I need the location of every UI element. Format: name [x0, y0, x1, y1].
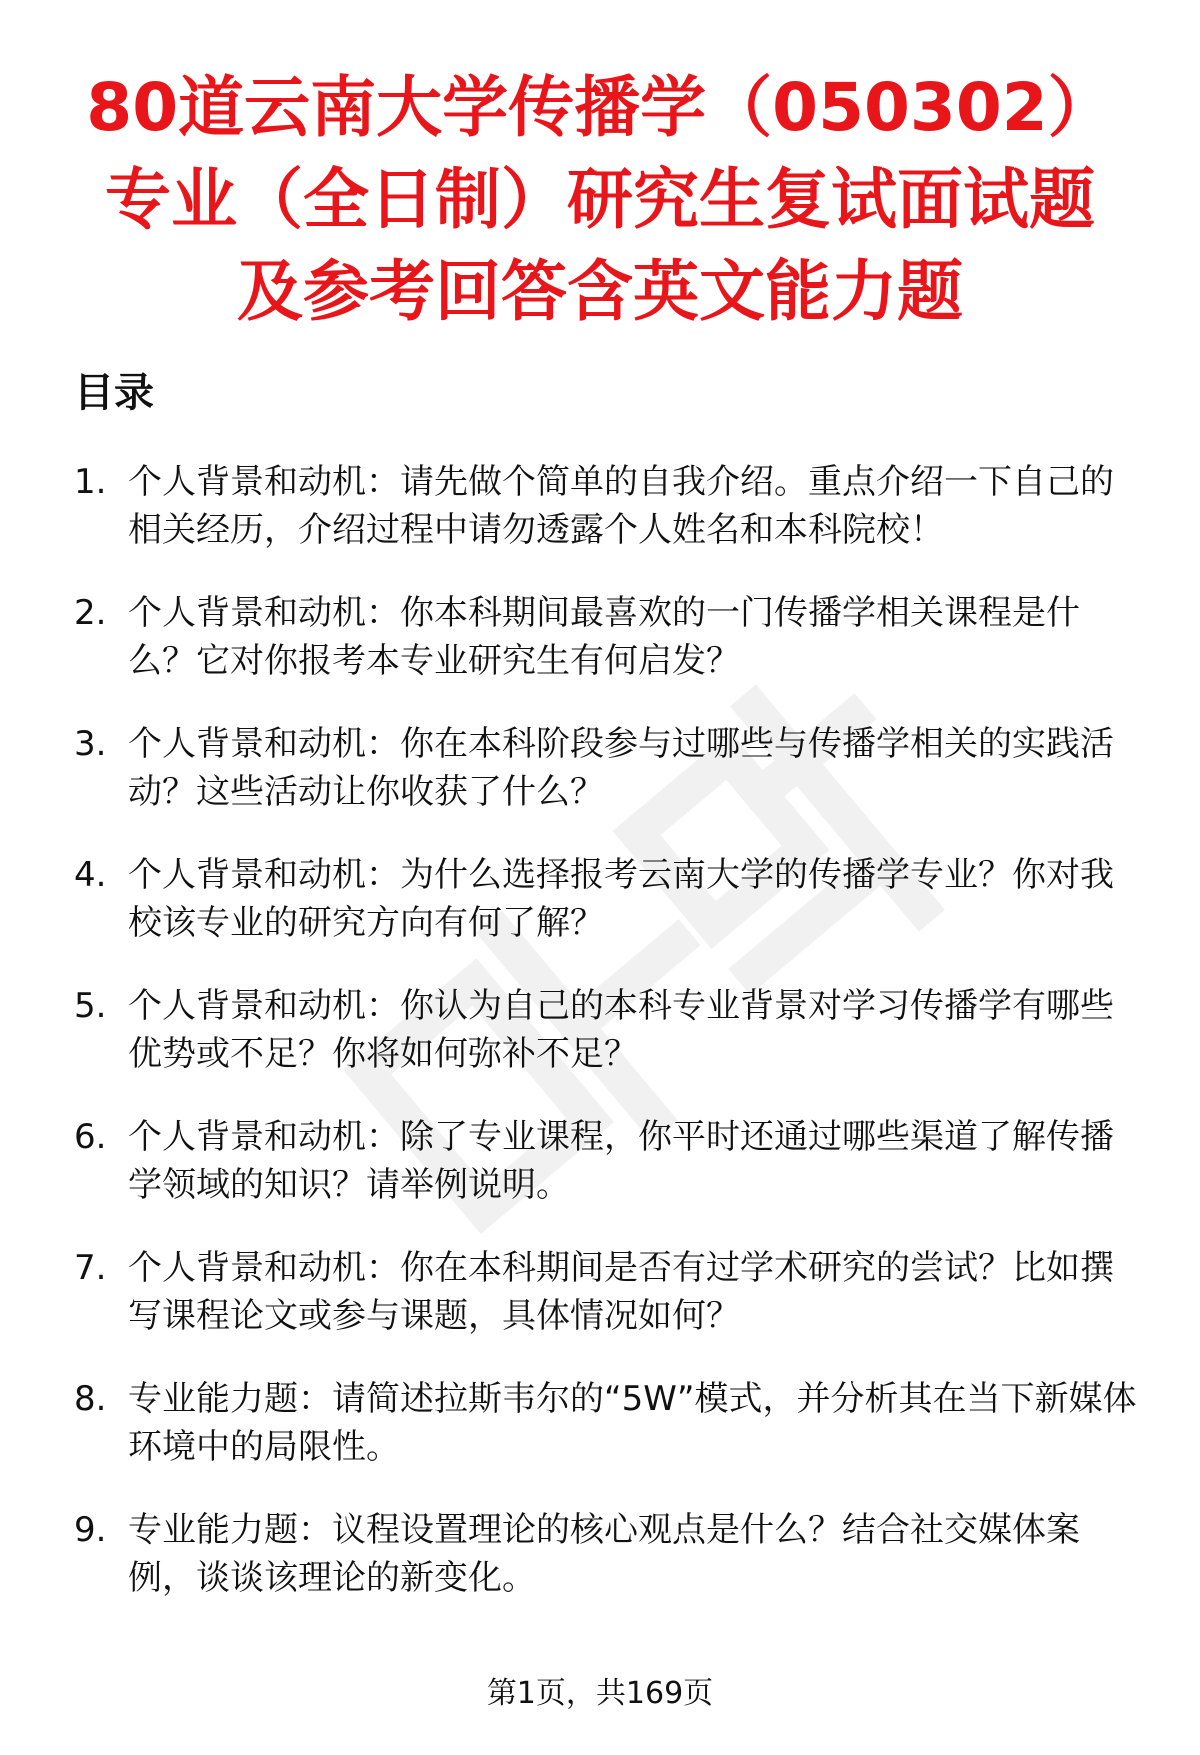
title-line-1: 80道云南大学传播学（050302）: [86, 69, 1114, 146]
toc-item[interactable]: [74, 851, 1144, 947]
toc-item[interactable]: [74, 589, 1144, 685]
toc-item-number: 9.: [74, 1510, 107, 1550]
toc-item-text: 个人背景和动机：你认为自己的本科专业背景对学习传播学有哪些优势或不足？你将如何弥补不足？: [128, 986, 1114, 1074]
toc-item[interactable]: [74, 1244, 1144, 1340]
toc-item-number: 3.: [74, 724, 107, 764]
toc-item-number: 7.: [74, 1248, 107, 1288]
toc-item-text: 专业能力题：请简述拉斯韦尔的“5W”模式，并分析其在当下新媒体环境中的局限性。: [128, 1379, 1137, 1467]
toc-item-text: 个人背景和动机：你在本科期间是否有过学术研究的尝试？比如撰写课程论文或参与课题，具体情况如何？: [128, 1248, 1114, 1336]
toc-item-text: 个人背景和动机：请先做个简单的自我介绍。重点介绍一下自己的相关经历，介绍过程中请勿透露个人姓名和本科院校！: [128, 462, 1114, 550]
toc-item[interactable]: [74, 1113, 1144, 1209]
toc-item-text: 个人背景和动机：为什么选择报考云南大学的传播学专业？你对我校该专业的研究方向有何了解？: [128, 855, 1114, 943]
toc-item-text: 个人背景和动机：你本科期间最喜欢的一门传播学相关课程是什么？它对你报考本专业研究生有何启发？: [128, 593, 1080, 681]
toc-item-number: 5.: [74, 986, 107, 1026]
title-line-2: 专业（全日制）研究生复试面试题: [105, 161, 1095, 238]
toc-list: [74, 458, 1144, 1637]
toc-item[interactable]: [74, 458, 1144, 554]
title-line-3: 及参考回答含英文能力题: [237, 253, 963, 330]
toc-item-number: 2.: [74, 593, 107, 633]
toc-item[interactable]: [74, 1506, 1144, 1602]
toc-item-number: 6.: [74, 1117, 107, 1157]
toc-item-number: 4.: [74, 855, 107, 895]
toc-item-number: 1.: [74, 462, 107, 502]
toc-item[interactable]: [74, 1375, 1144, 1471]
toc-heading: 目录: [74, 370, 154, 416]
toc-item[interactable]: [74, 982, 1144, 1078]
toc-item-text: 个人背景和动机：除了专业课程，你平时还通过哪些渠道了解传播学领域的知识？请举例说明。: [128, 1117, 1114, 1205]
toc-item[interactable]: [74, 720, 1144, 816]
toc-item-text: 个人背景和动机：你在本科阶段参与过哪些与传播学相关的实践活动？这些活动让你收获了什么？: [128, 724, 1114, 812]
document-title: [60, 62, 1140, 338]
toc-item-text: 专业能力题：议程设置理论的核心观点是什么？结合社交媒体案例，谈谈该理论的新变化。: [128, 1510, 1080, 1598]
toc-item-number: 8.: [74, 1379, 107, 1419]
page-number: 第1页，共169页: [486, 1676, 714, 1711]
